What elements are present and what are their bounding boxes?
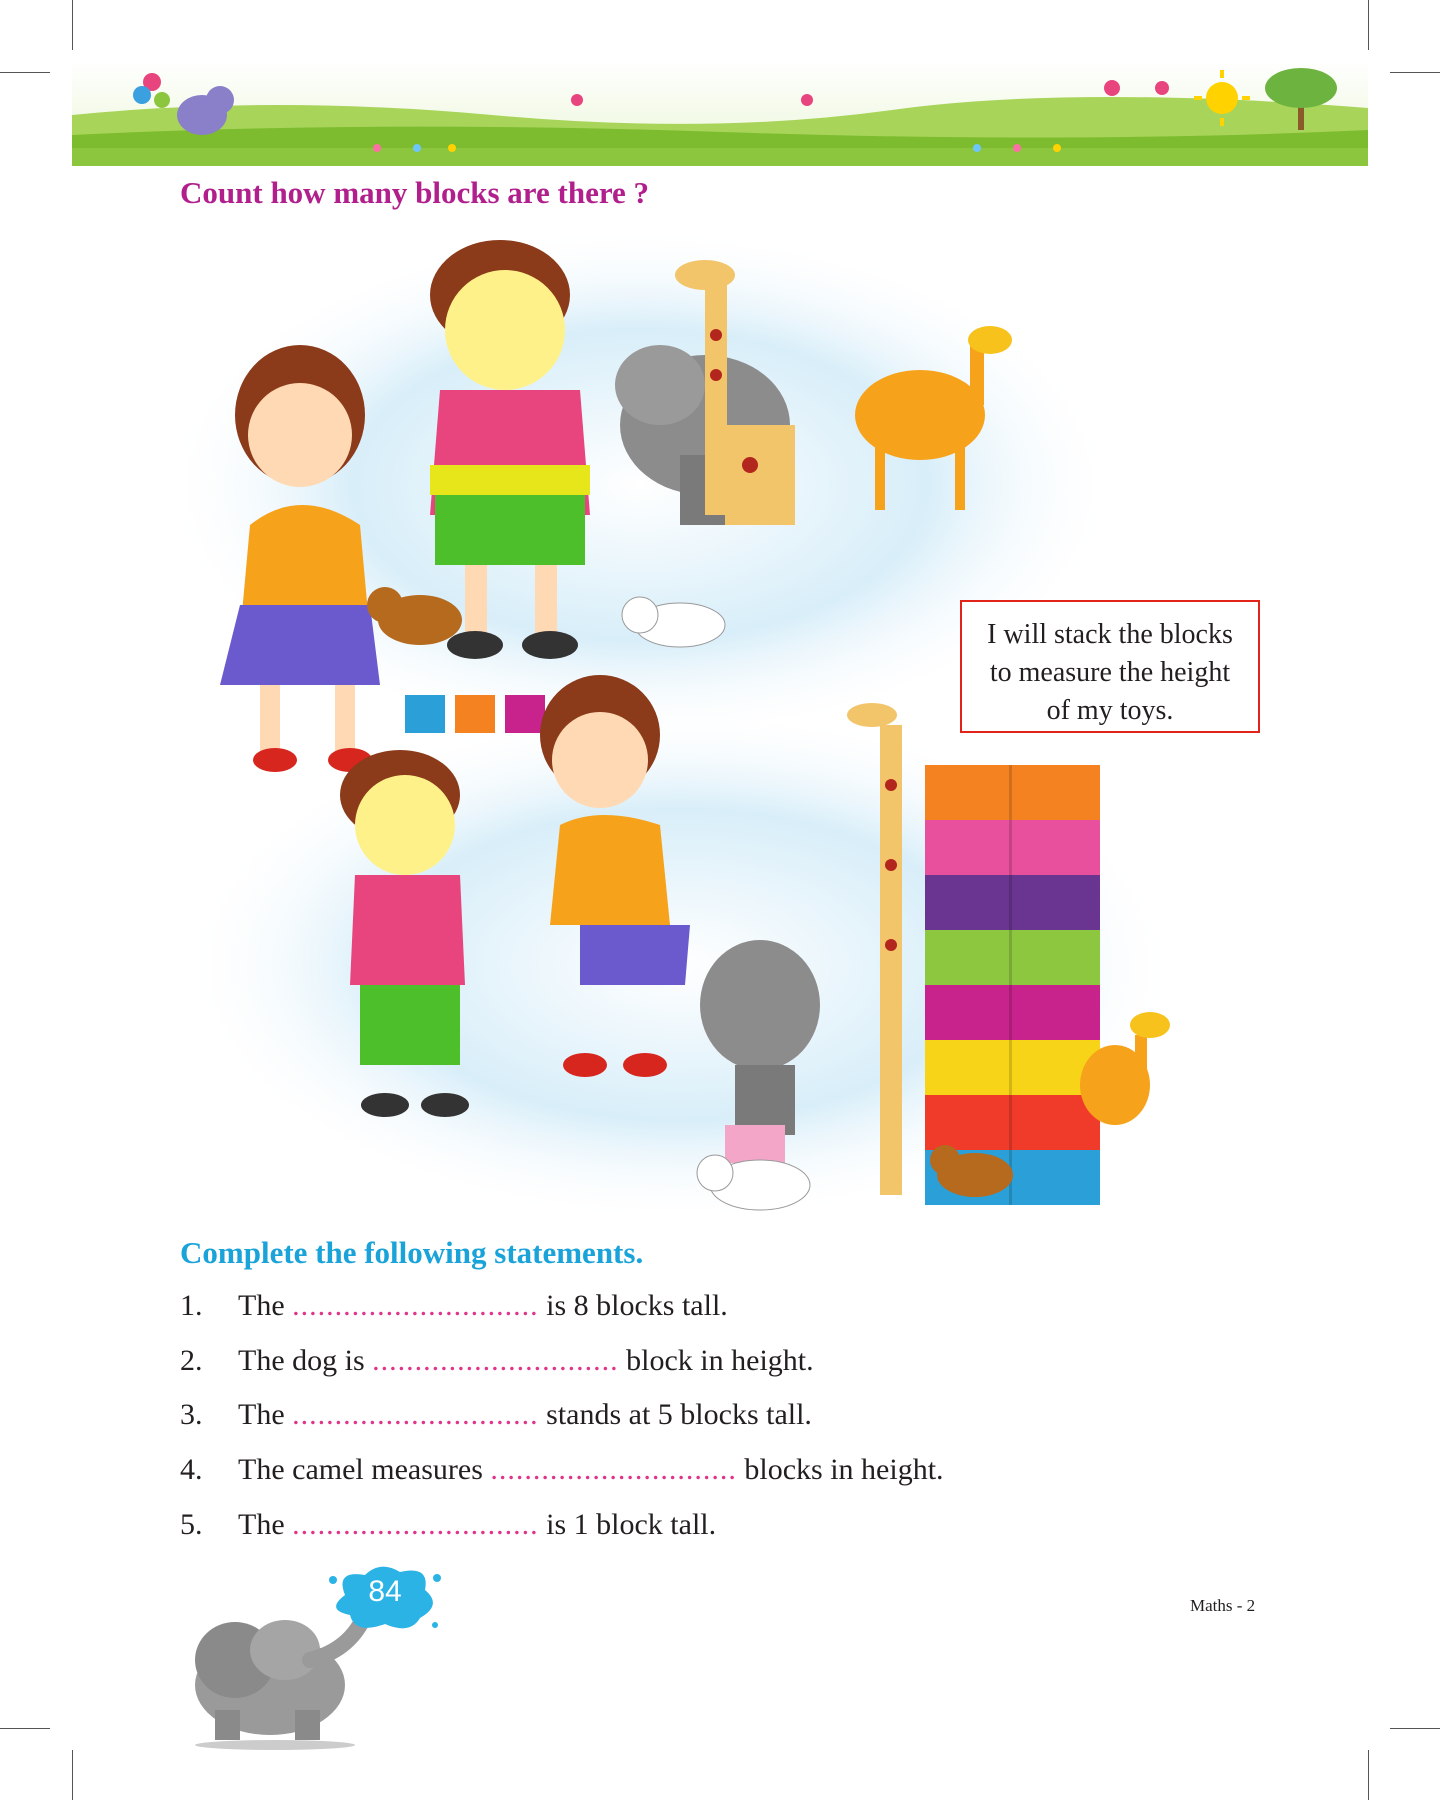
crop-mark <box>72 1750 73 1800</box>
crop-mark <box>0 1728 50 1729</box>
statement-number: 1. <box>180 1289 203 1322</box>
answer-blank[interactable]: ............................. <box>490 1453 737 1486</box>
statement-1 <box>180 1286 728 1326</box>
statement-number: 2. <box>180 1344 203 1377</box>
stack-block <box>925 820 1100 875</box>
note-line: to measure the height <box>989 657 1231 688</box>
stack-block <box>925 1095 1100 1150</box>
statement-text: The camel measures <box>238 1453 491 1486</box>
stack-block-edge <box>1009 1040 1012 1095</box>
stack-block <box>925 1040 1100 1095</box>
speech-note <box>960 600 1260 733</box>
footer-label: Maths - 2 <box>1190 1596 1256 1615</box>
stack-block <box>925 930 1100 985</box>
crop-mark <box>0 72 50 73</box>
statement-text: The <box>238 1398 293 1431</box>
stack-block-edge <box>1009 1095 1012 1150</box>
answer-blank[interactable]: ............................. <box>372 1344 619 1377</box>
answer-blank[interactable]: ............................. <box>292 1508 539 1541</box>
block-row <box>405 695 545 733</box>
statement-text: The dog is <box>238 1344 373 1377</box>
crop-mark <box>1368 1750 1369 1800</box>
crop-mark <box>72 0 73 50</box>
statement-text: is 8 blocks tall. <box>538 1289 728 1322</box>
stack-block-edge <box>1009 765 1012 820</box>
page-heading: Count how many blocks are there ? <box>180 175 650 210</box>
answer-blank[interactable]: ............................. <box>292 1398 539 1431</box>
statement-number: 4. <box>180 1453 203 1486</box>
note-line: of my toys. <box>1046 695 1174 726</box>
statement-text: stands at 5 blocks tall. <box>538 1398 812 1431</box>
crop-mark <box>1390 72 1440 73</box>
answer-blank[interactable]: ............................. <box>292 1289 539 1322</box>
section-subheading: Complete the following statements. <box>180 1235 644 1270</box>
statement-text: is 1 block tall. <box>538 1508 717 1541</box>
statement-2 <box>180 1341 814 1381</box>
statement-5 <box>180 1505 716 1545</box>
note-line: I will stack the blocks <box>987 619 1233 650</box>
stack-block <box>925 875 1100 930</box>
statement-text: The <box>238 1508 293 1541</box>
statement-text: blocks in height. <box>736 1453 944 1486</box>
illustration-scene <box>160 225 1260 1275</box>
stack-block-edge <box>1009 985 1012 1040</box>
statement-number: 3. <box>180 1398 203 1431</box>
block-single <box>725 1125 785 1163</box>
block-stack <box>925 765 1100 1205</box>
stack-block-edge <box>1009 820 1012 875</box>
statement-3 <box>180 1395 812 1435</box>
stack-block-edge <box>1009 930 1012 985</box>
stack-block <box>925 985 1100 1040</box>
statement-number: 5. <box>180 1508 203 1541</box>
crop-mark <box>1390 1728 1440 1729</box>
crop-mark <box>1368 0 1369 50</box>
stack-block-edge <box>1009 875 1012 930</box>
statement-text: block in height. <box>618 1344 814 1377</box>
stack-block <box>925 765 1100 820</box>
header-banner <box>72 60 1368 166</box>
page-number: 84 <box>368 1575 402 1608</box>
statement-text: The <box>238 1289 293 1322</box>
statement-4 <box>180 1450 944 1490</box>
